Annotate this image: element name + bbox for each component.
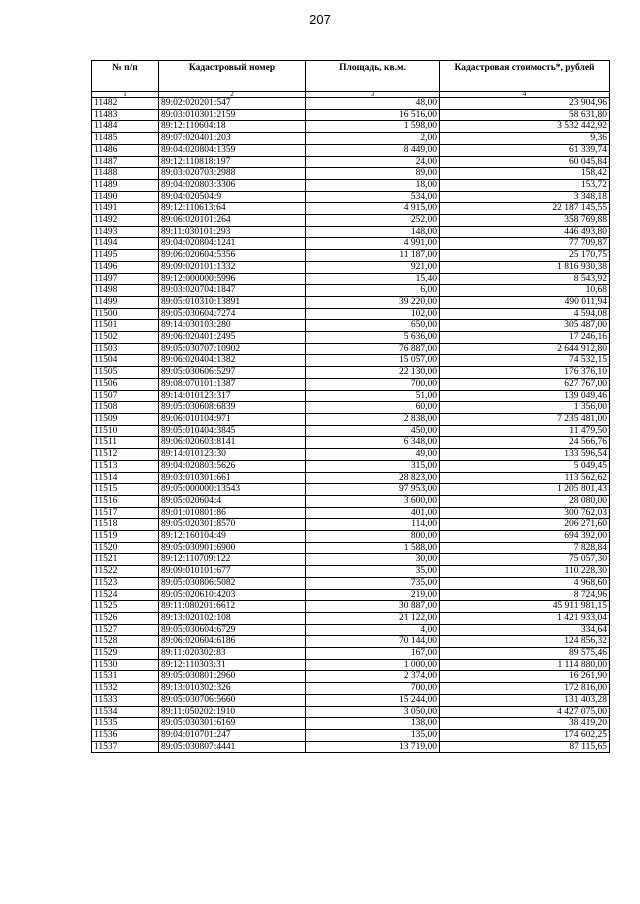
table-row: [92, 741, 610, 753]
cadastral-value: 300 762,03: [440, 507, 610, 519]
area-value: 450,00: [306, 425, 440, 437]
cadastral-number: 89:08:070101:1387: [159, 378, 306, 390]
area-value: 650,00: [306, 320, 440, 332]
table-row: [92, 437, 610, 449]
area-value: 800,00: [306, 531, 440, 543]
area-value: 1 588,00: [306, 542, 440, 554]
cadastral-number: 89:05:030301:6169: [159, 718, 306, 730]
row-index: 11506: [92, 378, 159, 390]
cadastral-number: 89:12:110613:64: [159, 203, 306, 215]
cadastral-number: 89:12:160104:49: [159, 531, 306, 543]
area-value: 534,00: [306, 191, 440, 203]
table-row: [92, 402, 610, 414]
cadastral-value: 133 596,54: [440, 449, 610, 461]
cadastral-value: 25 170,75: [440, 250, 610, 262]
cadastral-number: 89:03:020704:1847: [159, 285, 306, 297]
row-index: 11493: [92, 226, 159, 238]
cadastral-value: 7 235 481,00: [440, 413, 610, 425]
table-row: [92, 133, 610, 145]
page-number: 207: [309, 12, 331, 27]
area-value: 18,00: [306, 179, 440, 191]
table-row: [92, 659, 610, 671]
area-value: 28 823,00: [306, 472, 440, 484]
cadastral-number: 89:06:020401:2495: [159, 332, 306, 344]
cadastral-number: 89:12:000000:5996: [159, 273, 306, 285]
row-index: 11502: [92, 332, 159, 344]
cadastral-number: 89:06:020101:264: [159, 215, 306, 227]
cadastral-value: 77 709,87: [440, 238, 610, 250]
cadastral-number: 89:05:030806:5082: [159, 577, 306, 589]
area-value: 219,00: [306, 589, 440, 601]
table-row: [92, 671, 610, 683]
cadastral-value: 7 828,84: [440, 542, 610, 554]
cadastral-number: 89:05:030706:5660: [159, 694, 306, 706]
row-index: 11513: [92, 460, 159, 472]
table-row: [92, 203, 610, 215]
column-number: 4: [440, 92, 610, 98]
cadastral-value: 10,68: [440, 285, 610, 297]
row-index: 11483: [92, 109, 159, 121]
row-index: 11504: [92, 355, 159, 367]
area-value: 76 887,00: [306, 343, 440, 355]
area-value: 30,00: [306, 554, 440, 566]
row-index: 11535: [92, 718, 159, 730]
cadastral-value: 4 968,60: [440, 577, 610, 589]
table-row: [92, 343, 610, 355]
table-row: [92, 624, 610, 636]
cadastral-value: 176 376,10: [440, 367, 610, 379]
cadastral-number: 89:06:020603:8141: [159, 437, 306, 449]
cadastral-number: 89:05:030604:7274: [159, 308, 306, 320]
table-row: [92, 168, 610, 180]
area-value: 6 348,00: [306, 437, 440, 449]
row-index: 11512: [92, 449, 159, 461]
area-value: 35,00: [306, 566, 440, 578]
cadastral-value: 490 011,94: [440, 296, 610, 308]
table-row: [92, 729, 610, 741]
cadastral-value: 60 045,84: [440, 156, 610, 168]
row-index: 11501: [92, 320, 159, 332]
row-index: 11489: [92, 179, 159, 191]
row-index: 11520: [92, 542, 159, 554]
cadastral-value: 305 487,00: [440, 320, 610, 332]
cadastral-number: 89:13:020102:108: [159, 612, 306, 624]
cadastral-number: 89:05:030707:10902: [159, 343, 306, 355]
table-row: [92, 261, 610, 273]
row-index: 11529: [92, 648, 159, 660]
table-row: [92, 706, 610, 718]
column-number: 2: [159, 92, 306, 98]
row-index: 11510: [92, 425, 159, 437]
cadastral-number: 89:11:050202:1910: [159, 706, 306, 718]
area-value: 16 516,00: [306, 109, 440, 121]
row-index: 11509: [92, 413, 159, 425]
cadastral-value: 16 261,90: [440, 671, 610, 683]
cadastral-number: 89:04:020803:5626: [159, 460, 306, 472]
area-value: 135,00: [306, 729, 440, 741]
area-value: 4 991,00: [306, 238, 440, 250]
cadastral-table: [91, 60, 610, 753]
table-row: [92, 273, 610, 285]
row-index: 11530: [92, 659, 159, 671]
row-index: 11528: [92, 636, 159, 648]
table-row: [92, 238, 610, 250]
cadastral-number: 89:03:010301:2159: [159, 109, 306, 121]
table-row: [92, 156, 610, 168]
area-value: 114,00: [306, 519, 440, 531]
cadastral-value: 5 049,45: [440, 460, 610, 472]
row-index: 11503: [92, 343, 159, 355]
cadastral-value: 58 631,80: [440, 109, 610, 121]
area-value: 60,00: [306, 402, 440, 414]
cadastral-value: 139 049,46: [440, 390, 610, 402]
column-number: 1: [92, 92, 159, 98]
table-row: [92, 413, 610, 425]
area-value: 8 449,00: [306, 144, 440, 156]
header-cadastral-value: Кадастровая стоимость*, рублей: [440, 61, 610, 92]
cadastral-number: 89:05:000000:13543: [159, 484, 306, 496]
table-row: [92, 484, 610, 496]
cadastral-value: 358 769,88: [440, 215, 610, 227]
area-value: 51,00: [306, 390, 440, 402]
area-value: 401,00: [306, 507, 440, 519]
row-index: 11533: [92, 694, 159, 706]
table-row: [92, 121, 610, 133]
cadastral-value: 61 339,74: [440, 144, 610, 156]
table-row: [92, 648, 610, 660]
area-value: 97 953,00: [306, 484, 440, 496]
area-value: 4,00: [306, 624, 440, 636]
cadastral-value: 4 427 075,00: [440, 706, 610, 718]
area-value: 2,00: [306, 133, 440, 145]
table-row: [92, 683, 610, 695]
area-value: 15 057,00: [306, 355, 440, 367]
cadastral-value: 3 348,18: [440, 191, 610, 203]
cadastral-number: 89:03:020703:2988: [159, 168, 306, 180]
area-value: 700,00: [306, 683, 440, 695]
row-index: 11488: [92, 168, 159, 180]
cadastral-number: 89:05:030604:6729: [159, 624, 306, 636]
table-row: [92, 367, 610, 379]
area-value: 24,00: [306, 156, 440, 168]
cadastral-value: 172 816,00: [440, 683, 610, 695]
row-index: 11531: [92, 671, 159, 683]
cadastral-number: 89:11:030101:293: [159, 226, 306, 238]
cadastral-value: 153,72: [440, 179, 610, 191]
table-row: [92, 449, 610, 461]
area-value: 252,00: [306, 215, 440, 227]
cadastral-number: 89:11:080201:6612: [159, 601, 306, 613]
column-number: 3: [306, 92, 440, 98]
cadastral-number: 89:05:030606:5297: [159, 367, 306, 379]
cadastral-number: 89:11:020302:83: [159, 648, 306, 660]
row-index: 11511: [92, 437, 159, 449]
cadastral-value: 446 493,80: [440, 226, 610, 238]
area-value: 22 130,00: [306, 367, 440, 379]
cadastral-number: 89:12:110818:197: [159, 156, 306, 168]
cadastral-value: 38 419,20: [440, 718, 610, 730]
row-index: 11516: [92, 495, 159, 507]
row-index: 11514: [92, 472, 159, 484]
table-row: [92, 566, 610, 578]
row-index: 11500: [92, 308, 159, 320]
row-index: 11525: [92, 601, 159, 613]
area-value: 3 600,00: [306, 495, 440, 507]
row-index: 11534: [92, 706, 159, 718]
row-index: 11518: [92, 519, 159, 531]
row-index: 11495: [92, 250, 159, 262]
area-value: 21 122,00: [306, 612, 440, 624]
header-cadastral-number: Кадастровый номер: [159, 61, 306, 92]
area-value: 921,00: [306, 261, 440, 273]
area-value: 6,00: [306, 285, 440, 297]
area-value: 15 244,00: [306, 694, 440, 706]
cadastral-value: 694 392,00: [440, 531, 610, 543]
cadastral-number: 89:05:010310:13891: [159, 296, 306, 308]
table-row: [92, 636, 610, 648]
cadastral-number: 89:04:020803:3306: [159, 179, 306, 191]
cadastral-number: 89:06:020604:6186: [159, 636, 306, 648]
cadastral-number: 89:06:020604:5356: [159, 250, 306, 262]
area-value: 3 050,00: [306, 706, 440, 718]
row-index: 11486: [92, 144, 159, 156]
row-index: 11523: [92, 577, 159, 589]
cadastral-number: 89:12:110709:122: [159, 554, 306, 566]
table-row: [92, 577, 610, 589]
area-value: 89,00: [306, 168, 440, 180]
row-index: 11522: [92, 566, 159, 578]
cadastral-number: 89:04:010701:247: [159, 729, 306, 741]
row-index: 11496: [92, 261, 159, 273]
table-row: [92, 215, 610, 227]
table-row: [92, 378, 610, 390]
cadastral-value: 28 080,00: [440, 495, 610, 507]
table-row: [92, 542, 610, 554]
area-value: 102,00: [306, 308, 440, 320]
table-body: [92, 98, 610, 753]
cadastral-value: 1 114 880,00: [440, 659, 610, 671]
cadastral-number: 89:05:030801:2960: [159, 671, 306, 683]
table-row: [92, 144, 610, 156]
cadastral-number: 89:14:010123:317: [159, 390, 306, 402]
row-index: 11498: [92, 285, 159, 297]
row-index: 11505: [92, 367, 159, 379]
table-row: [92, 332, 610, 344]
table-row: [92, 390, 610, 402]
table-row: [92, 355, 610, 367]
area-value: 39 220,00: [306, 296, 440, 308]
cadastral-number: 89:02:020201:547: [159, 98, 306, 110]
cadastral-number: 89:14:010123:30: [159, 449, 306, 461]
table-row: [92, 612, 610, 624]
cadastral-number: 89:12:110604:18: [159, 121, 306, 133]
row-index: 11497: [92, 273, 159, 285]
row-index: 11536: [92, 729, 159, 741]
row-index: 11521: [92, 554, 159, 566]
area-value: 4 915,00: [306, 203, 440, 215]
cadastral-value: 4 594,08: [440, 308, 610, 320]
header-index: № п/п: [92, 61, 159, 92]
cadastral-number: 89:14:030103:280: [159, 320, 306, 332]
area-value: 49,00: [306, 449, 440, 461]
table-row: [92, 320, 610, 332]
table-row: [92, 495, 610, 507]
cadastral-value: 45 911 981,15: [440, 601, 610, 613]
header-row: [92, 61, 610, 92]
cadastral-value: 11 479,50: [440, 425, 610, 437]
table-row: [92, 179, 610, 191]
cadastral-value: 158,42: [440, 168, 610, 180]
area-value: 1 000,00: [306, 659, 440, 671]
row-index: 11494: [92, 238, 159, 250]
table-row: [92, 694, 610, 706]
cadastral-number: 89:13:010302:326: [159, 683, 306, 695]
cadastral-number: 89:05:020301:8570: [159, 519, 306, 531]
table-row: [92, 589, 610, 601]
table-row: [92, 718, 610, 730]
cadastral-value: 8 543,92: [440, 273, 610, 285]
cadastral-number: 89:05:030807:4441: [159, 741, 306, 753]
area-value: 1 598,00: [306, 121, 440, 133]
table-row: [92, 507, 610, 519]
table-row: [92, 250, 610, 262]
cadastral-value: 174 602,25: [440, 729, 610, 741]
table-row: [92, 109, 610, 121]
table-row: [92, 296, 610, 308]
cadastral-value: 87 115,65: [440, 741, 610, 753]
cadastral-value: 22 187 145,55: [440, 203, 610, 215]
cadastral-number: 89:09:020101:1332: [159, 261, 306, 273]
area-value: 5 636,00: [306, 332, 440, 344]
row-index: 11526: [92, 612, 159, 624]
table-row: [92, 472, 610, 484]
row-index: 11517: [92, 507, 159, 519]
cadastral-value: 627 767,00: [440, 378, 610, 390]
row-index: 11485: [92, 133, 159, 145]
cadastral-number: 89:05:020604:4: [159, 495, 306, 507]
area-value: 148,00: [306, 226, 440, 238]
area-value: 70 144,00: [306, 636, 440, 648]
cadastral-number: 89:05:010404:3845: [159, 425, 306, 437]
table-row: [92, 226, 610, 238]
cadastral-value: 206 271,60: [440, 519, 610, 531]
row-index: 11491: [92, 203, 159, 215]
row-index: 11527: [92, 624, 159, 636]
cadastral-value: 9,36: [440, 133, 610, 145]
table-row: [92, 308, 610, 320]
area-value: 167,00: [306, 648, 440, 660]
cadastral-value: 334,64: [440, 624, 610, 636]
cadastral-number: 89:06:010104:971: [159, 413, 306, 425]
cadastral-number: 89:12:110303:31: [159, 659, 306, 671]
cadastral-value: 1 816 930,38: [440, 261, 610, 273]
cadastral-value: 3 532 442,92: [440, 121, 610, 133]
area-value: 11 187,00: [306, 250, 440, 262]
row-index: 11507: [92, 390, 159, 402]
cadastral-number: 89:06:020404:1382: [159, 355, 306, 367]
area-value: 13 719,00: [306, 741, 440, 753]
table-row: [92, 98, 610, 110]
area-value: 700,00: [306, 378, 440, 390]
table-row: [92, 191, 610, 203]
area-value: 138,00: [306, 718, 440, 730]
row-index: 11524: [92, 589, 159, 601]
cadastral-number: 89:03:010301:661: [159, 472, 306, 484]
cadastral-value: 1 421 933,04: [440, 612, 610, 624]
row-index: 11492: [92, 215, 159, 227]
area-value: 15,40: [306, 273, 440, 285]
cadastral-value: 8 724,96: [440, 589, 610, 601]
table-row: [92, 601, 610, 613]
cadastral-value: 74 532,15: [440, 355, 610, 367]
table-row: [92, 285, 610, 297]
cadastral-number: 89:04:020504:9: [159, 191, 306, 203]
cadastral-value: 1 356,00: [440, 402, 610, 414]
cadastral-number: 89:05:030608:6839: [159, 402, 306, 414]
row-index: 11487: [92, 156, 159, 168]
row-index: 11519: [92, 531, 159, 543]
area-value: 30 887,00: [306, 601, 440, 613]
cadastral-value: 131 403,28: [440, 694, 610, 706]
area-value: 48,00: [306, 98, 440, 110]
row-index: 11515: [92, 484, 159, 496]
row-index: 11499: [92, 296, 159, 308]
cadastral-number: 89:05:020610:4203: [159, 589, 306, 601]
cadastral-value: 1 205 801,43: [440, 484, 610, 496]
cadastral-number: 89:01:010801:86: [159, 507, 306, 519]
cadastral-value: 113 562,62: [440, 472, 610, 484]
cadastral-value: 2 644 912,80: [440, 343, 610, 355]
table-row: [92, 460, 610, 472]
row-index: 11532: [92, 683, 159, 695]
cadastral-value: 24 566,76: [440, 437, 610, 449]
cadastral-value: 89 575,46: [440, 648, 610, 660]
cadastral-number: 89:07:020401:203: [159, 133, 306, 145]
row-index: 11484: [92, 121, 159, 133]
cadastral-value: 110 228,30: [440, 566, 610, 578]
table-row: [92, 425, 610, 437]
cadastral-value: 75 057,30: [440, 554, 610, 566]
row-index: 11482: [92, 98, 159, 110]
cadastral-number: 89:05:030901:6900: [159, 542, 306, 554]
area-value: 735,00: [306, 577, 440, 589]
header-area: Площадь, кв.м.: [306, 61, 440, 92]
table-row: [92, 554, 610, 566]
table-row: [92, 519, 610, 531]
row-index: 11508: [92, 402, 159, 414]
cadastral-number: 89:09:010101:677: [159, 566, 306, 578]
cadastral-value: 23 904,96: [440, 98, 610, 110]
cadastral-number: 89:04:020804:1241: [159, 238, 306, 250]
row-index: 11490: [92, 191, 159, 203]
cadastral-number: 89:04:020804:1359: [159, 144, 306, 156]
cadastral-value: 17 246,16: [440, 332, 610, 344]
cadastral-value: 124 856,32: [440, 636, 610, 648]
area-value: 2 374,00: [306, 671, 440, 683]
area-value: 315,00: [306, 460, 440, 472]
row-index: 11537: [92, 741, 159, 753]
area-value: 2 838,00: [306, 413, 440, 425]
table-row: [92, 531, 610, 543]
